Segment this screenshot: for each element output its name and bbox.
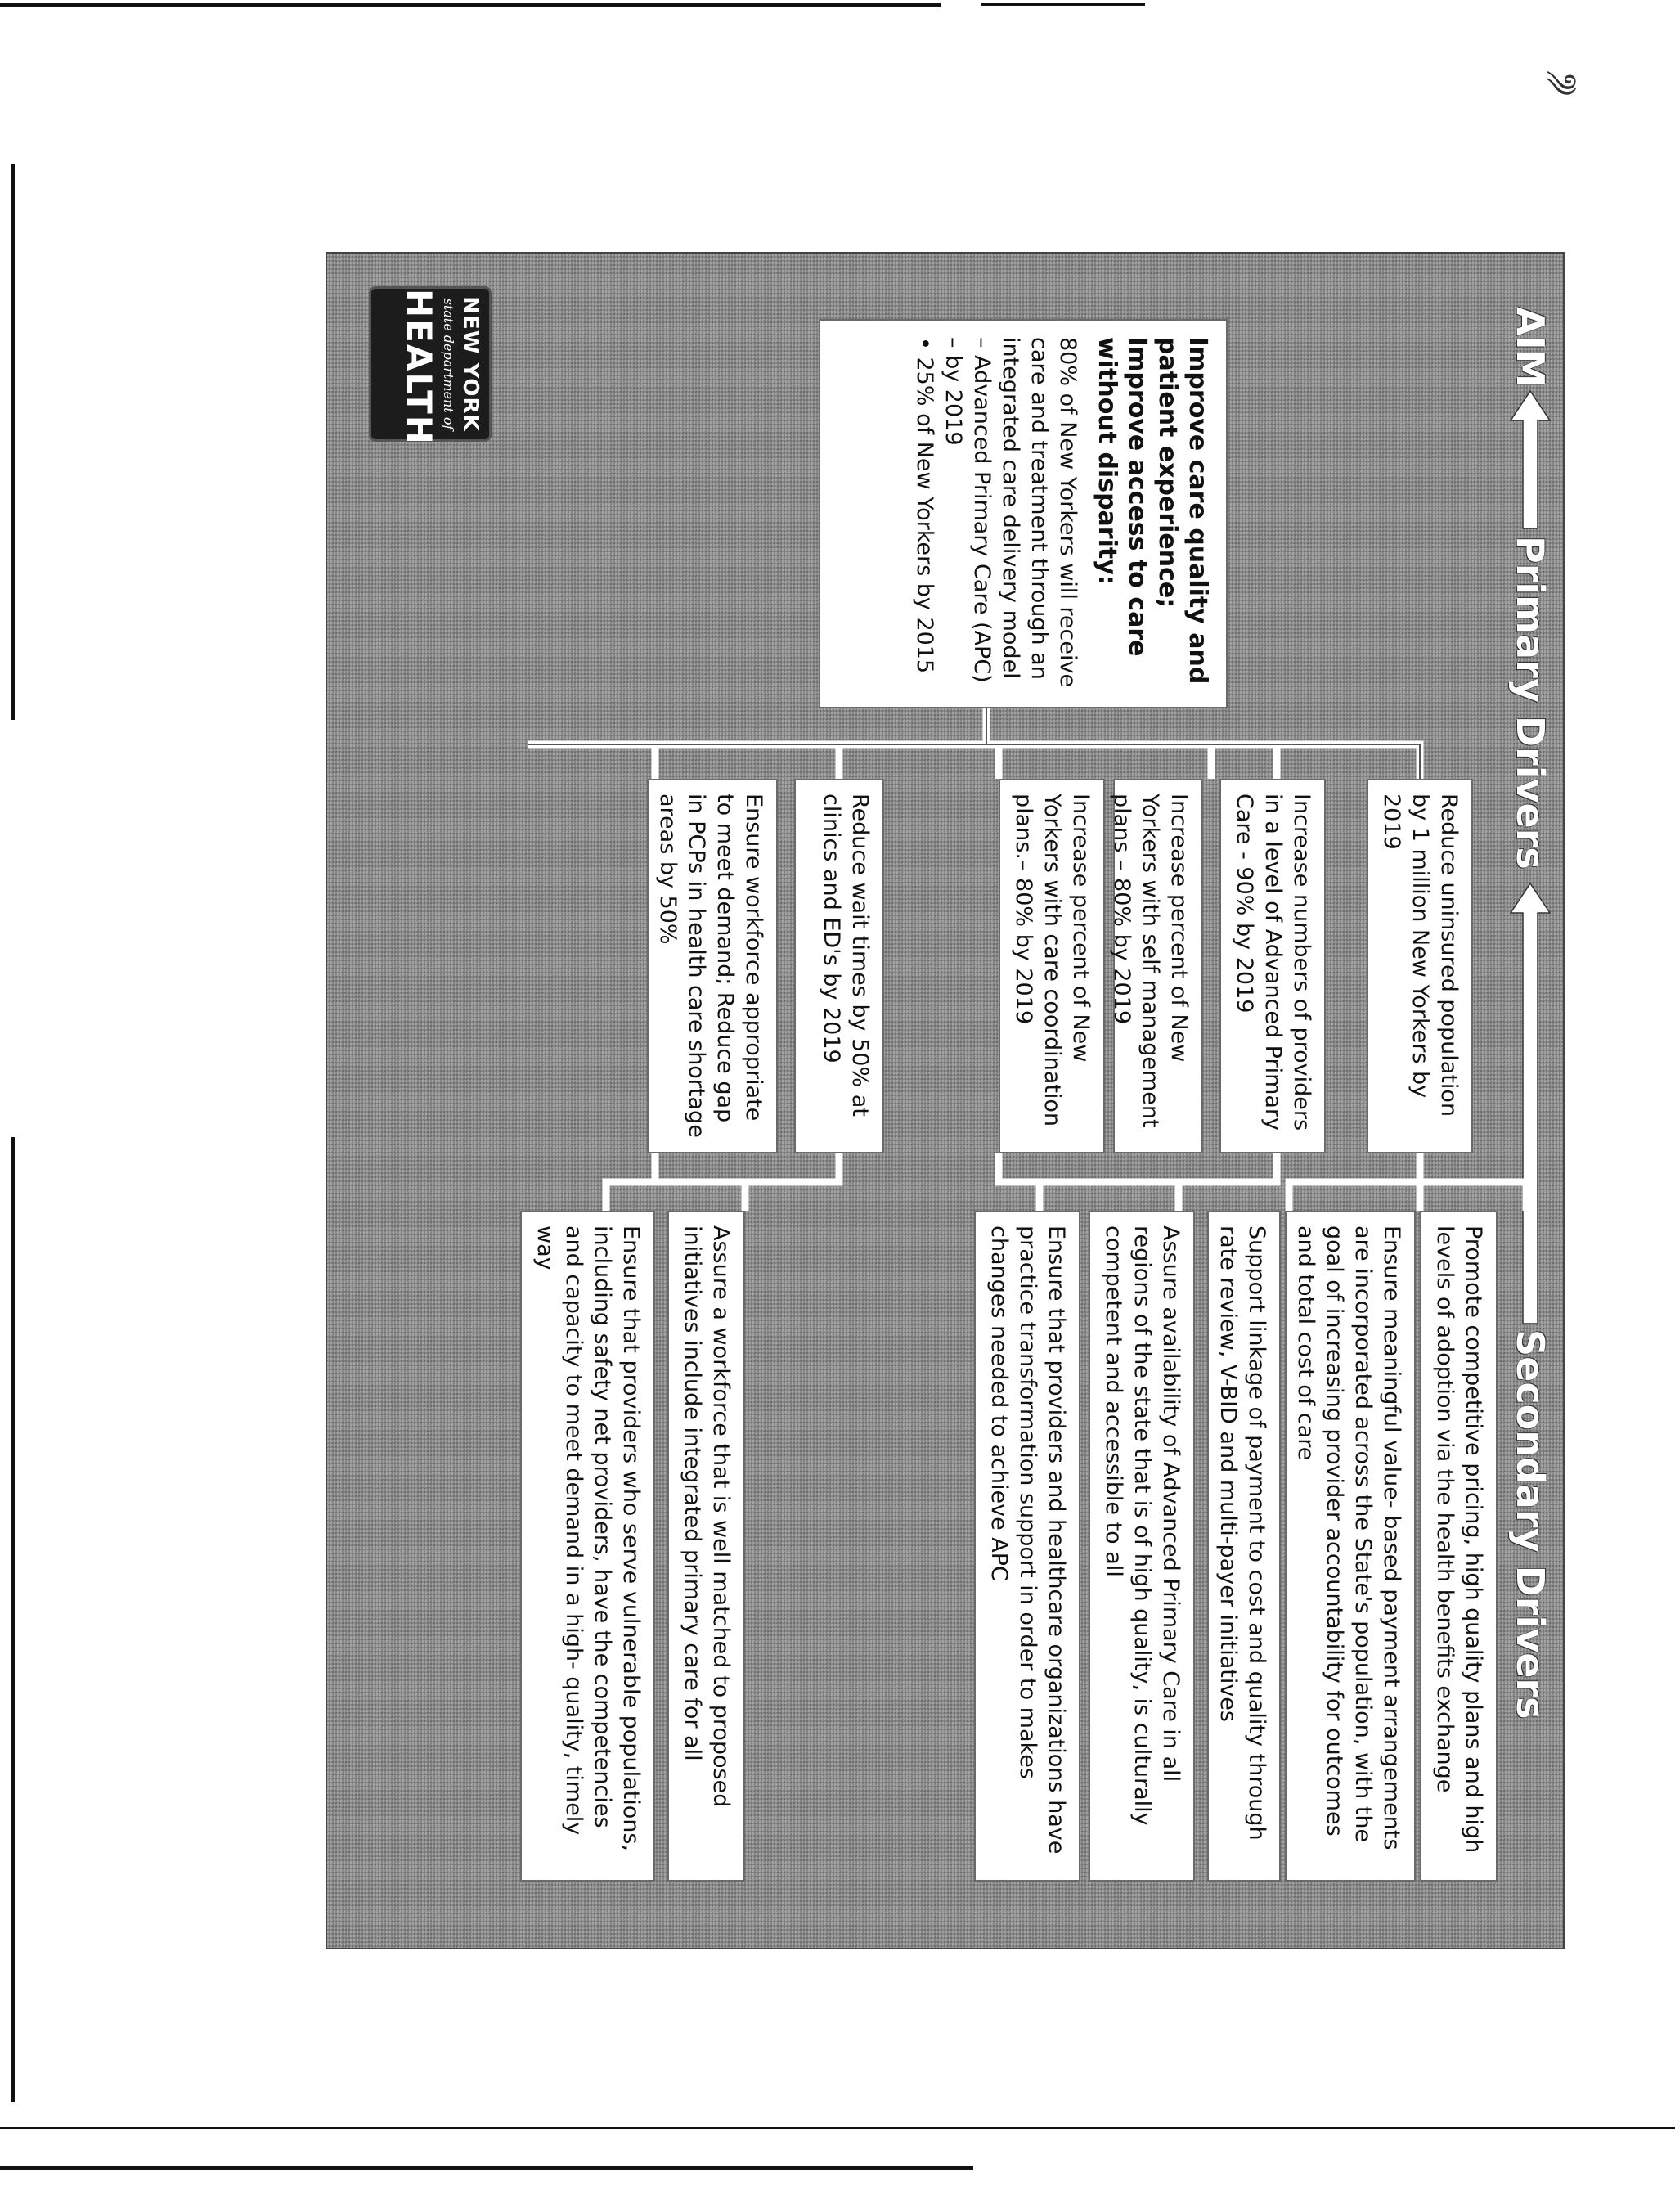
secondary-drivers-header: Secondary Drivers: [1507, 1329, 1552, 1719]
driver-diagram-slide: [326, 252, 1565, 1949]
secondary-driver-box: Assure availability of Advanced Primary Care in all regions of the state that is of high quality, is culturally competent and accessible to all: [1089, 1211, 1195, 1882]
aim-body: 80% of New Yorkers will receive care and treatment through an integrated care delivery model – Advanced Primary Care (APC) – by 2019: [940, 336, 1080, 687]
aim-bullet: • 25% of New Yorkers by 2015: [911, 336, 937, 673]
secondary-driver-box: Ensure that providers who serve vulnerable populations, including safety net providers, have the competencies and capacity to meet demand in a high- quality, timely way: [520, 1211, 655, 1882]
secondary-driver-box: Promote competitive pricing, high quality plans and high levels of adoption via the health benefits exchange: [1420, 1211, 1498, 1882]
logo-line-1: NEW YORK: [457, 295, 483, 432]
logo-line-3: HEALTH: [398, 288, 439, 446]
scan-left-rule-2: [11, 1137, 15, 2102]
ny-health-logo: [369, 286, 492, 446]
logo-line-2: state department of: [440, 298, 456, 429]
primary-driver-box: Reduce wait times by 50% at clinics and ED's by 2019: [794, 779, 884, 1153]
scan-speck: ༄: [1546, 68, 1578, 106]
scan-left-rule: [11, 164, 15, 720]
primary-driver-box: Ensure workforce appropriate to meet demand; Reduce gap in PCPs in health care shortage areas by 50%: [647, 779, 778, 1153]
aim-box: [819, 319, 1228, 708]
aim-title: Improve care quality and patient experience; Improve access to care without disparity:: [1092, 336, 1212, 684]
secondary-driver-box: Assure a workforce that is well matched to proposed initiatives include integrated primary care for all: [667, 1211, 745, 1882]
primary-driver-box: Increase percent of New Yorkers with care coordination plans.– 80% by 2019: [999, 779, 1105, 1153]
primary-driver-box: Reduce uninsured population by 1 million New Yorkers by 2019: [1367, 779, 1473, 1153]
secondary-driver-box: Support linkage of payment to cost and quality through rate review, V-BID and multi-payer initiatives: [1207, 1211, 1281, 1882]
scan-top-line-2: [981, 3, 1145, 6]
aim-header: AIM: [1507, 306, 1552, 387]
secondary-driver-box: Ensure that providers and healthcare organizations have practice transformation support in order to makes changes needed to achieve APC: [974, 1211, 1080, 1882]
primary-drivers-header: Primary Drivers: [1507, 535, 1552, 870]
scan-bottom-line: [0, 2166, 973, 2170]
scan-bottom-line-2: [0, 2127, 1675, 2129]
scan-top-line: [0, 3, 941, 7]
primary-driver-box: Increase percent of New Yorkers with self management plans – 80% by 2019: [1113, 779, 1203, 1153]
secondary-driver-box: Ensure meaningful value- based payment arrangements are incorporated across the State's population, with the goal of increasing provider accountability for outcomes and total cost of care: [1285, 1211, 1416, 1882]
primary-driver-box: Increase numbers of providers in a level of Advanced Primary Care - 90% by 2019: [1219, 779, 1326, 1153]
